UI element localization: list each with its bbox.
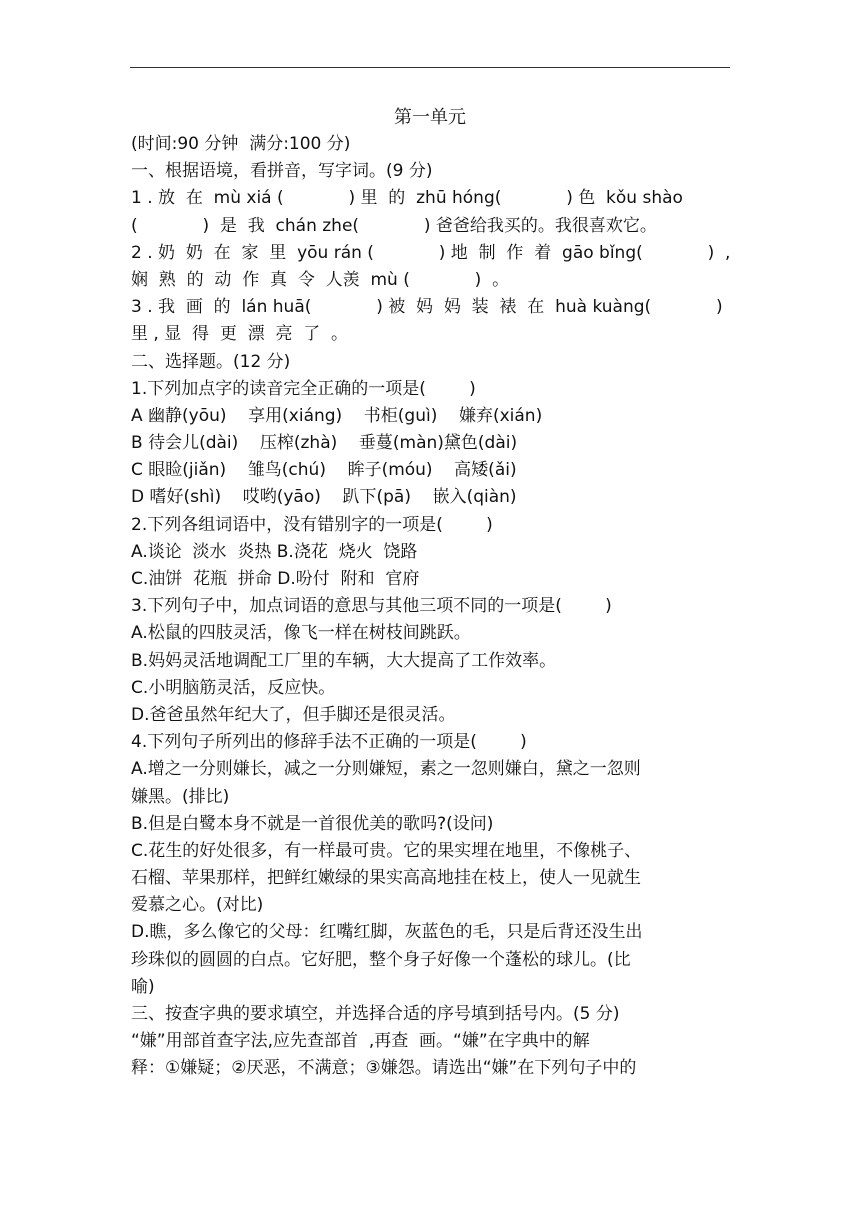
text-line: 石榴、苹果那样，把鲜红嫩绿的果实高高地挂在枝上，使人一见就生 (131, 868, 641, 889)
text-line: 2 . 奶 奶 在 家 里 yōu rán ( ) 地 制 作 着 gāo bǐng( ) , (131, 242, 731, 263)
header-rule (130, 67, 730, 68)
text-line: 爱慕之心。(对比) (131, 895, 264, 916)
text-line: 3.下列句子中，加点词语的意思与其他三项不同的一项是( ) (131, 596, 612, 617)
text-line: 嫌黑。(排比) (131, 786, 230, 807)
text-line: 4.下列句子所列出的修辞手法不正确的一项是( ) (131, 732, 527, 753)
text-line: D.爸爸虽然年纪大了，但手脚还是很灵活。 (131, 704, 456, 725)
text-line: B.妈妈灵活地调配工厂里的车辆，大大提高了工作效率。 (131, 650, 557, 671)
page-title: 第一单元 (394, 107, 466, 128)
text-line: 释：①嫌疑；②厌恶，不满意；③嫌怨。请选出“嫌”在下列句子中的 (131, 1058, 637, 1079)
text-line: D.瞧，多么像它的父母：红嘴红脚，灰蓝色的毛，只是后背还没生出 (131, 922, 643, 943)
text-line: C.油饼 花瓶 拼命 D.吩付 附和 官府 (131, 569, 420, 589)
text-line: 3 . 我 画 的 lán huā( ) 被 妈 妈 装 裱 在 huà kuàng( ) (131, 297, 723, 318)
text-line: 珍珠似的圆圆的白点。它好肥，整个身子好像一个蓬松的球儿。(比 (131, 949, 631, 970)
document-body (131, 131, 731, 1083)
text-line: A.松鼠的四肢灵活，像飞一样在树枝间跳跃。 (131, 623, 471, 644)
text-line: 二、选择题。(12 分) (131, 351, 291, 372)
text-line: 娴 熟 的 动 作 真 令 人羡 mù ( ) 。 (131, 269, 510, 290)
text-line: 一、根据语境，看拼音，写字词。(9 分) (131, 161, 433, 182)
text-line: 2.下列各组词语中，没有错别字的一项是( ) (131, 514, 493, 535)
text-line: C 眼睑(jiǎn) 雏鸟(chú) 眸子(móu) 高矮(ǎi) (131, 460, 517, 481)
text-line: ( ) 是 我 chán zhe( ) 爸爸给我买的。我很喜欢它。 (131, 215, 657, 236)
text-line: C.小明脑筋灵活，反应快。 (131, 677, 336, 698)
text-line: B 待会儿(dài) 压榨(zhà) 垂蔓(màn)黛色(dài) (131, 433, 518, 454)
text-line: (时间:90 分钟 满分:100 分) (131, 134, 351, 154)
text-line: 1.下列加点字的读音完全正确的一项是( ) (131, 378, 476, 399)
text-line: C.花生的好处很多，有一样最可贵。它的果实埋在地里，不像桃子、 (131, 840, 642, 861)
text-line: “嫌”用部首查字法,应先查部首 ,再查 画。“嫌”在字典中的解 (131, 1031, 590, 1052)
text-line: A.谈论 淡水 炎热 B.浇花 烧火 饶路 (131, 541, 418, 562)
text-line: A.增之一分则嫌长，减之一分则嫌短，素之一忽则嫌白，黛之一忽则 (131, 759, 641, 780)
text-line: 三、按查字典的要求填空，并选择合适的序号填到括号内。(5 分) (131, 1004, 620, 1024)
text-line: 里 , 显 得 更 漂 亮 了 。 (131, 324, 349, 345)
text-line: 喻) (131, 976, 155, 997)
text-line: D 嗜好(shì) 哎哟(yāo) 趴下(pā) 嵌入(qiàn) (131, 487, 517, 508)
text-line: A 幽静(yōu) 享用(xiáng) 书柜(guì) 嫌弃(xián) (131, 405, 543, 426)
text-line: B.但是白鹭本身不就是一首很优美的歌吗?(设问) (131, 813, 494, 834)
text-line: 1 . 放 在 mù xiá ( ) 里 的 zhū hóng( ) 色 kǒu shào (131, 188, 683, 209)
